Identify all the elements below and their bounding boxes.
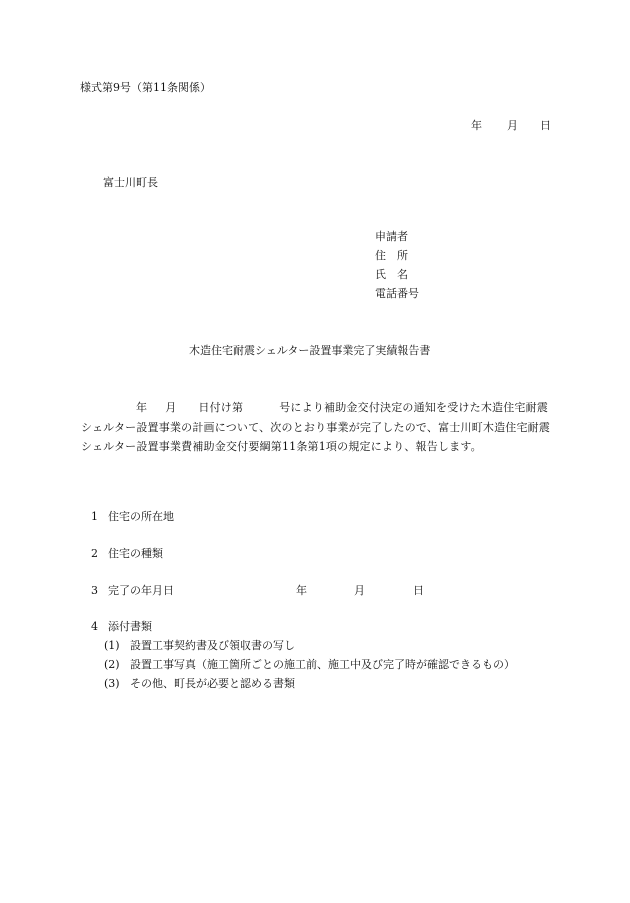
item-4-number: 4 — [91, 620, 98, 633]
item-3-month: 月 — [354, 584, 365, 597]
body-year: 年 — [136, 401, 148, 414]
body-day-ref: 日付け第 — [198, 401, 244, 414]
applicant-phone-label: 電話番号 — [375, 287, 419, 300]
item-4-label: 添付書類 — [108, 620, 152, 633]
attachment-2-number: (2) — [104, 658, 120, 671]
applicant-heading: 申請者 — [375, 230, 408, 243]
item-3-day: 日 — [413, 584, 424, 597]
item-3-label: 完了の年月日 — [108, 584, 174, 597]
attachment-2-text: 設置工事写真（施工箇所ごとの施工前、施工中及び完了時が確認できるもの） — [130, 658, 515, 671]
date-day-label: 日 — [540, 119, 551, 132]
item-1-number: 1 — [91, 510, 98, 523]
date-year-label: 年 — [471, 119, 482, 132]
attachment-1-text: 設置工事契約書及び領収書の写し — [130, 639, 295, 652]
item-3-number: 3 — [91, 584, 98, 597]
date-month-label: 月 — [507, 119, 518, 132]
body-text: 号により補助金交付決定の通知を受けた木造住宅耐震シェルター設置事業の計画について、次のとおり事業が完了したので、富士川町木造住宅耐震シェルター設置事業費補助金交付要綱第11条第1項の規定により、報告します。 — [81, 401, 551, 453]
item-3-year: 年 — [296, 584, 307, 597]
form-number: 様式第9号（第11条関係） — [80, 81, 211, 94]
attachment-3-text: その他、町長が必要と認める書類 — [130, 677, 295, 690]
attachment-1-number: (1) — [104, 639, 120, 652]
body-paragraph — [81, 398, 551, 457]
body-month: 月 — [165, 401, 177, 414]
item-2-number: 2 — [91, 547, 98, 560]
addressee: 富士川町長 — [103, 176, 158, 189]
applicant-name-label: 氏 名 — [375, 268, 408, 281]
item-2-label: 住宅の種類 — [108, 547, 163, 560]
applicant-address-label: 住 所 — [375, 249, 408, 262]
document-title: 木造住宅耐震シェルター設置事業完了実績報告書 — [189, 344, 431, 357]
item-1-label: 住宅の所在地 — [108, 510, 174, 523]
attachment-3-number: (3) — [104, 677, 120, 690]
